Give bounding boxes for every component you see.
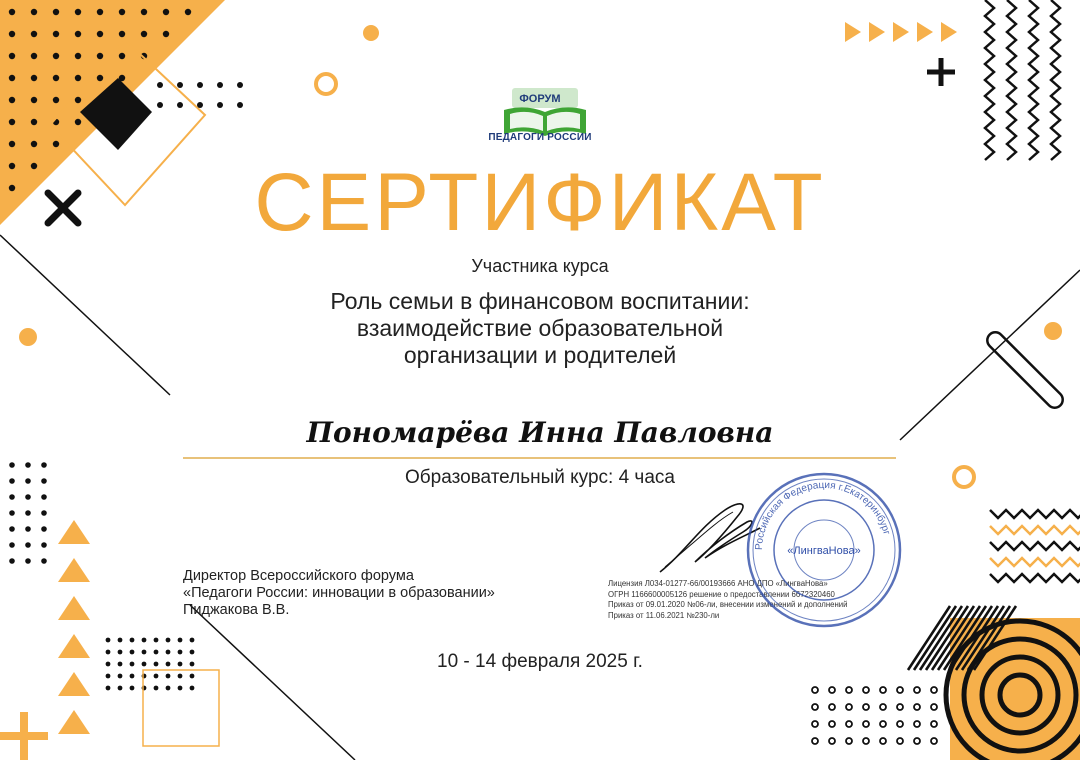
triangle-column-left [58, 520, 90, 734]
director-line: «Педагоги России: инновации в образовании» [183, 585, 495, 601]
course-line: взаимодействие образовательной [356, 315, 724, 341]
plus-icon [927, 58, 955, 86]
zigzag-lines-right-middle [990, 510, 1080, 582]
certificate-title: СЕРТИФИКАТ [254, 157, 826, 248]
dot-grid-bottom-right [812, 687, 937, 744]
official-stamp [744, 470, 904, 630]
dot-grid-top-middle [157, 82, 243, 108]
director-line: Пиджакова В.В. [183, 602, 290, 618]
logo-caption: ПЕДАГОГИ РОССИИ [488, 132, 592, 143]
course-line: Роль семьи в финансовом воспитании: [330, 288, 750, 314]
stamp-center-text: «ЛингваНова» [787, 545, 861, 557]
license-line: Приказ от 09.01.2020 №06-ли, внесении изменений и дополнений [608, 600, 848, 609]
course-dates: 10 - 14 февраля 2025 г. [437, 651, 643, 672]
orange-dot [363, 25, 379, 41]
diagonal-line-bottom [190, 605, 355, 760]
name-underline [183, 457, 896, 459]
outline-square [143, 670, 219, 746]
recipient-name: Пономарёва Инна Павловна [306, 416, 774, 449]
license-line: Лицензия Л034-01277-66/00193666 АНО ДПО «ЛингваНова» [608, 579, 828, 588]
director-line: Директор Всероссийского форума [183, 568, 414, 584]
stamp-ring-text: Российская Федерация г.Екатеринбург [753, 479, 892, 551]
logo-top-text: ФОРУМ [519, 93, 561, 105]
certificate-subtitle: Участника курса [471, 256, 609, 276]
arrow-triangles-top-right [845, 22, 957, 42]
orange-ring [316, 74, 336, 94]
orange-plus-icon [0, 712, 48, 760]
license-line: ОГРН 1166600005126 решение о предоставлении 6672320460 [608, 589, 835, 599]
course-hours: Образовательный курс: 4 часа [405, 467, 675, 488]
course-line: организации и родителей [403, 342, 677, 368]
zigzag-lines-top-right [985, 0, 1060, 160]
director-block [183, 568, 495, 619]
license-line: Приказ от 11.06.2021 №230-ли [608, 610, 720, 620]
course-title [0, 288, 1080, 369]
